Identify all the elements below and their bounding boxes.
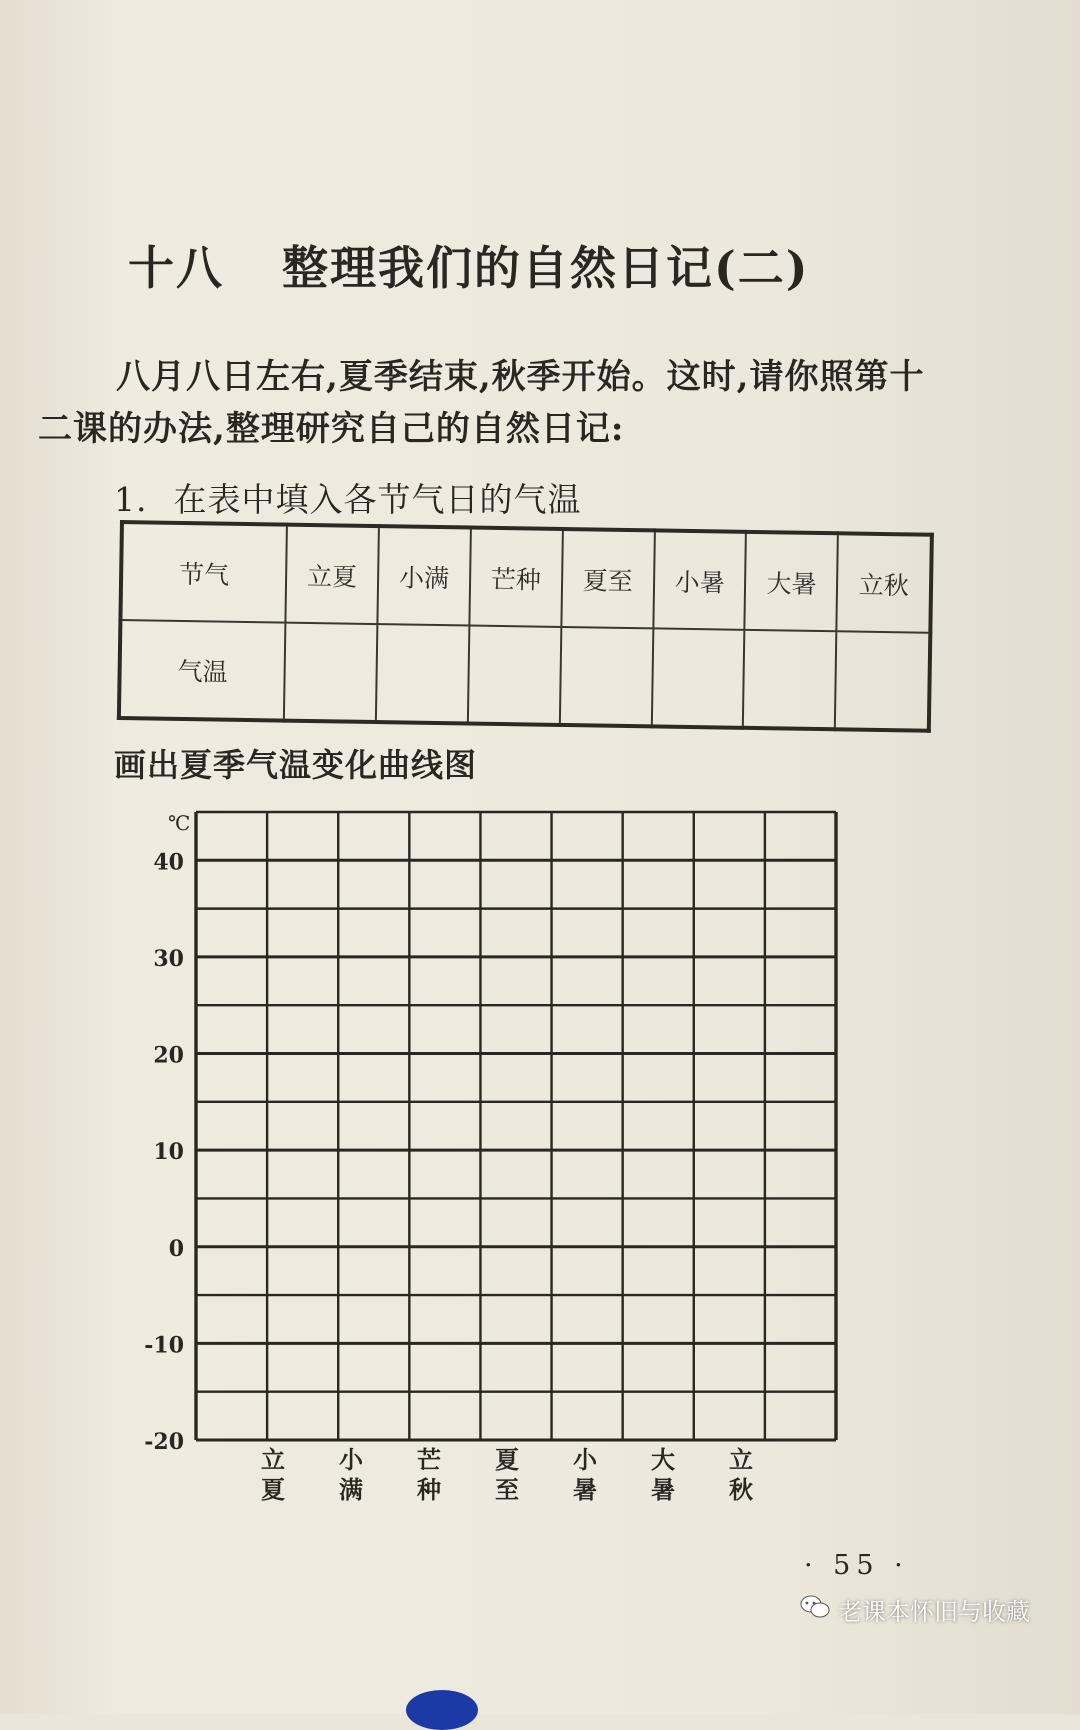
watermark bbox=[800, 1592, 1030, 1627]
x-tick-label: 至 bbox=[495, 1475, 519, 1504]
x-tick-label: 秋 bbox=[729, 1475, 753, 1504]
term-cell-xiaoshu: 小暑 bbox=[653, 530, 746, 629]
term-cell-liqiu: 立秋 bbox=[837, 533, 932, 632]
intro-text: 八月八日左右,夏季结束,秋季开始。这时,请你照第十二课的办法,整理研究自己的自然日记: bbox=[38, 357, 925, 449]
term-cell-xiaoman: 小满 bbox=[377, 526, 470, 625]
term-row-label: 节气 bbox=[120, 522, 287, 623]
x-tick-label: 小 bbox=[339, 1445, 363, 1474]
y-tick-label: 10 bbox=[153, 1139, 184, 1166]
chart-title: 画出夏季气温变化曲线图 bbox=[114, 746, 478, 784]
y-tick-label: 30 bbox=[153, 945, 184, 972]
x-tick-label: 满 bbox=[339, 1475, 363, 1504]
page-number: · 55 · bbox=[804, 1550, 909, 1581]
lesson-title: 整理我们的自然日记(二) bbox=[282, 241, 810, 295]
x-tick-label: 芒 bbox=[417, 1445, 441, 1474]
task-1-text: 在表中填入各节气日的气温 bbox=[173, 480, 582, 519]
x-tick-label: 立 bbox=[729, 1445, 753, 1474]
x-tick-label: 暑 bbox=[651, 1475, 675, 1504]
term-cell-dashu: 大暑 bbox=[745, 532, 838, 631]
y-axis-unit: ℃ bbox=[168, 811, 191, 835]
x-tick-label: 暑 bbox=[573, 1475, 597, 1504]
ink-blot bbox=[406, 1690, 478, 1730]
wechat-icon bbox=[800, 1594, 830, 1626]
lesson-number: 十八 bbox=[128, 241, 224, 295]
y-tick-label: 40 bbox=[153, 849, 184, 876]
watermark-text: 老课本怀旧与收藏 bbox=[838, 1598, 1030, 1626]
x-tick-label: 种 bbox=[417, 1475, 441, 1504]
x-tick-label: 夏 bbox=[495, 1445, 519, 1474]
x-tick-label: 小 bbox=[573, 1445, 597, 1474]
y-tick-label: 0 bbox=[168, 1235, 184, 1262]
temperature-row-label: 气温 bbox=[119, 620, 286, 721]
x-tick-label: 立 bbox=[261, 1445, 285, 1474]
y-tick-label: -20 bbox=[144, 1429, 184, 1455]
term-cell-mangzhong: 芒种 bbox=[469, 528, 562, 627]
term-cell-lixia: 立夏 bbox=[285, 525, 378, 624]
task-1-number: 1. bbox=[114, 480, 148, 519]
x-tick-label: 夏 bbox=[261, 1475, 285, 1504]
x-tick-label: 大 bbox=[651, 1445, 675, 1474]
y-tick-label: 20 bbox=[153, 1042, 184, 1069]
y-tick-label: -10 bbox=[144, 1332, 184, 1359]
term-cell-xiazhi: 夏至 bbox=[561, 529, 654, 628]
